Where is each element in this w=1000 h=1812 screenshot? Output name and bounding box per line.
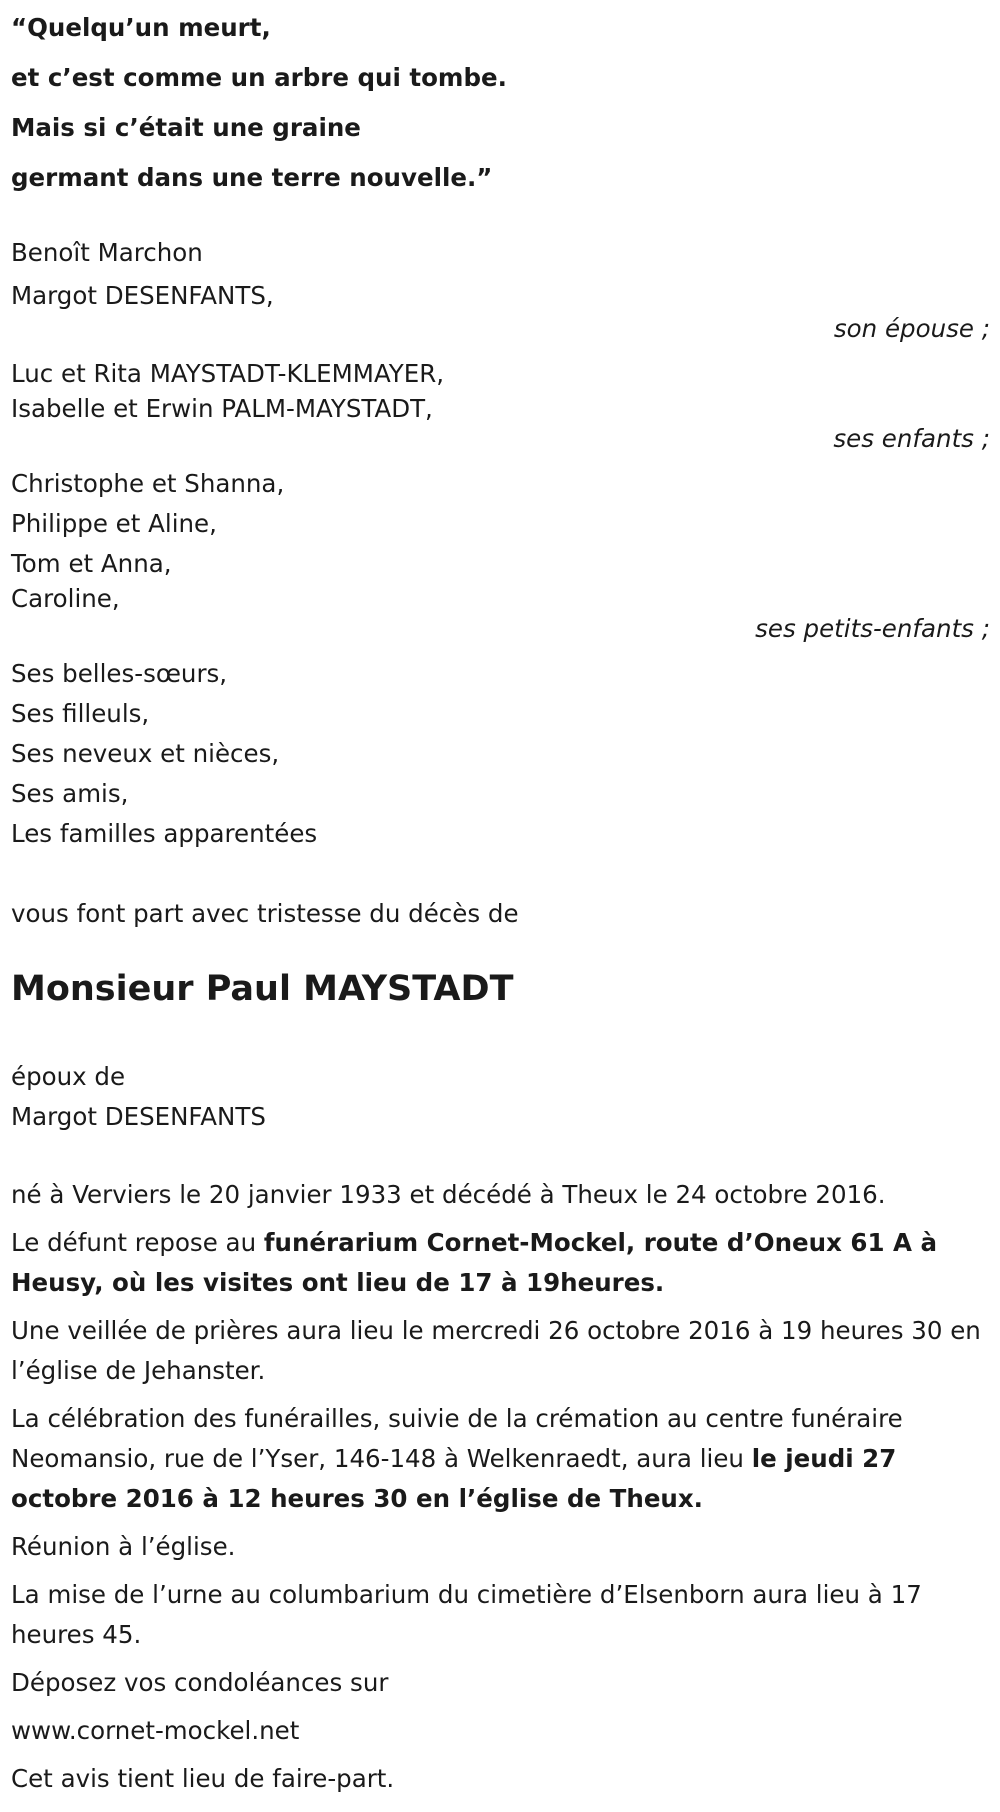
spouse-name: Margot DESENFANTS,	[11, 281, 274, 310]
notice-text: Cet avis tient lieu de faire-part.	[11, 1764, 395, 1793]
child-name: Luc et Rita MAYSTADT-KLEMMAYER,	[11, 359, 445, 388]
birth-death-text: né à Verviers le 20 janvier 1933 et décédé à Theux le 24 octobre 2016.	[11, 1180, 886, 1209]
quote-line: germant dans une terre nouvelle.”	[11, 163, 493, 192]
deceased-spouse-name: Margot DESENFANTS	[11, 1102, 266, 1131]
meeting-text: Réunion à l’église.	[11, 1532, 236, 1561]
grandchildren-role-label: ses petits-enfants ;	[755, 614, 990, 643]
opening-quote	[11, 0, 992, 208]
relative-line: Ses filleuls,	[11, 699, 150, 728]
relative-line: Ses belles-sœurs,	[11, 659, 228, 688]
family-spouse-group	[11, 278, 992, 344]
child-name: Isabelle et Erwin PALM-MAYSTADT,	[11, 394, 433, 423]
grandchild-name: Caroline,	[11, 584, 120, 613]
repose-paragraph	[11, 1223, 992, 1303]
announcement-text: vous font part avec tristesse du décès de	[11, 899, 519, 928]
condolences-text: Déposez vos condoléances sur	[11, 1668, 389, 1697]
vigil-paragraph: Une veillée de prières aura lieu le mercredi 26 octobre 2016 à 19 heures 30 en l’église de Jehanster.	[11, 1316, 981, 1385]
relative-line: Les familles apparentées	[11, 819, 318, 848]
family-children-group	[11, 354, 992, 454]
relative-line: Ses neveux et nièces,	[11, 739, 280, 768]
spouse-of-label: époux de	[11, 1062, 126, 1091]
urn-paragraph: La mise de l’urne au columbarium du cimetière d’Elsenborn aura lieu à 17 heures 45.	[11, 1580, 922, 1649]
funeral-paragraph	[11, 1399, 992, 1519]
quote-line: et c’est comme un arbre qui tombe.	[11, 63, 507, 92]
spouse-role-label: son épouse ;	[833, 314, 990, 343]
family-first-mourner	[11, 228, 992, 278]
repose-location: funérarium Cornet-Mockel, route d’Oneux 61 A à Heusy, où les visites ont lieu de 17 à 19heures.	[11, 1228, 938, 1297]
website-link[interactable]: www.cornet-mockel.net	[11, 1716, 300, 1745]
funeral-text: La célébration des funérailles, suivie de la crémation au centre funéraire Neomansio, rue de l’Yser, 146-148 à Welkenraedt, aura lieu	[11, 1404, 903, 1473]
family-grandchildren-group	[11, 464, 992, 644]
funeral-date-location: le jeudi 27 octobre 2016 à 12 heures 30 en l’église de Theux.	[11, 1444, 897, 1513]
family-others-group	[11, 654, 992, 854]
mourner-name: Benoît Marchon	[11, 238, 203, 267]
relative-line: Ses amis,	[11, 779, 129, 808]
repose-text: Le défunt repose au	[11, 1228, 264, 1257]
deceased-name: Monsieur Paul MAYSTADT	[11, 969, 514, 1009]
grandchild-name: Tom et Anna,	[11, 549, 172, 578]
quote-line: Mais si c’était une graine	[11, 113, 361, 142]
grandchild-name: Christophe et Shanna,	[11, 469, 285, 498]
children-role-label: ses enfants ;	[833, 424, 990, 453]
grandchild-name: Philippe et Aline,	[11, 509, 217, 538]
deceased-spouse-block	[11, 1057, 992, 1137]
quote-line: “Quelqu’un meurt,	[11, 13, 271, 42]
